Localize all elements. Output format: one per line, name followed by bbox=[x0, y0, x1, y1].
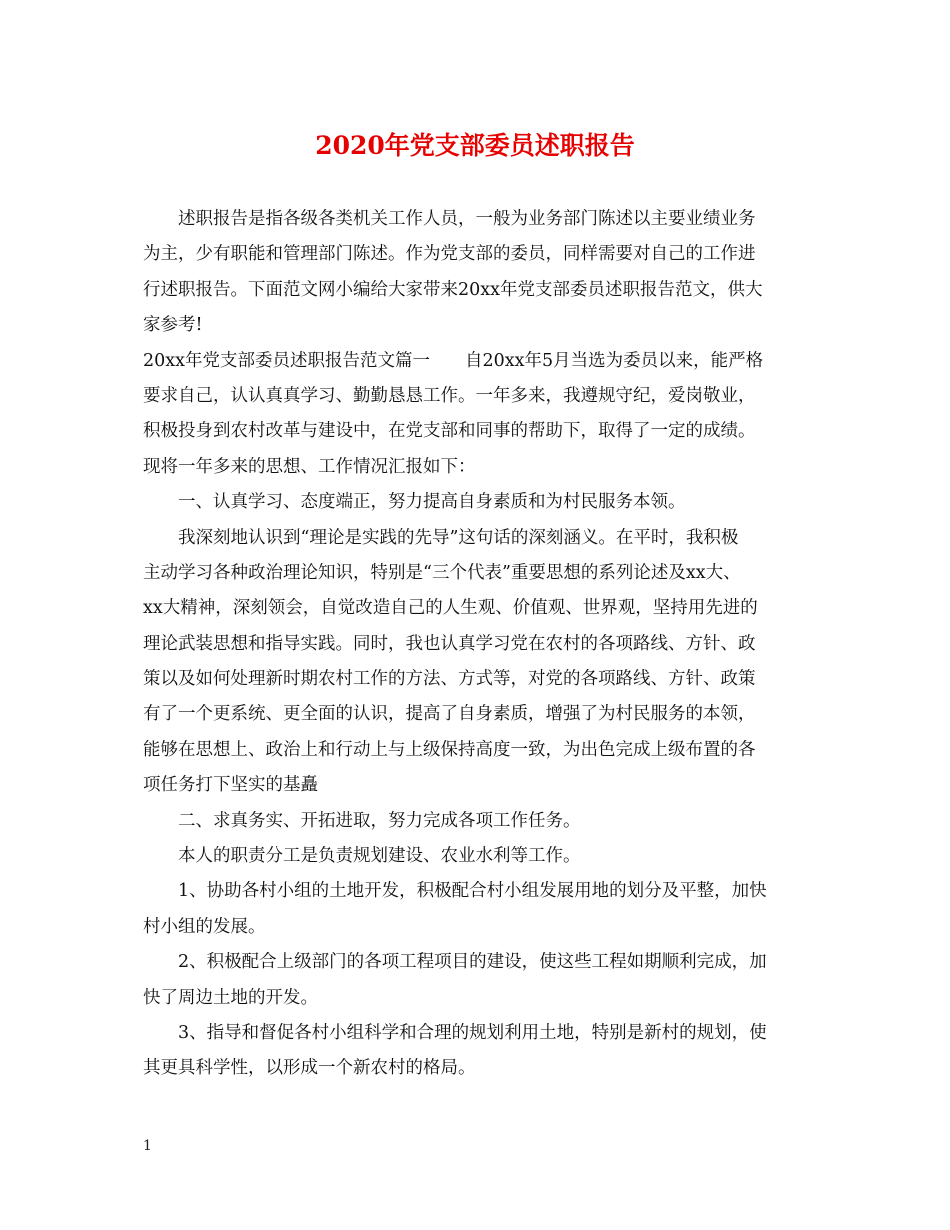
document-body bbox=[143, 202, 823, 1087]
text-line: 行述职报告。下面范文网小编给大家带来20xx年党支部委员述职报告范文，供大 bbox=[143, 279, 763, 300]
text-line: 理论武装思想和指导实践。同时，我也认真学习党在农村的各项路线、方针、政 bbox=[143, 633, 756, 654]
text-line: 积极投身到农村改革与建设中，在党支部和同事的帮助下，取得了一定的成绩。 bbox=[143, 421, 756, 442]
text-line: 我深刻地认识到“理论是实践的先导”这句话的深刻涵义。在平时，我积极 bbox=[178, 527, 739, 548]
section-heading: 二、求真务实、开拓进取，努力完成各项工作任务。 bbox=[178, 810, 581, 831]
text-line: 策以及如何处理新时期农村工作的方法、方式等，对党的各项路线、方针、政策 bbox=[143, 669, 756, 690]
text-line: 述职报告是指各级各类机关工作人员，一般为业务部门陈述以主要业绩业务 bbox=[178, 209, 756, 229]
text-line: 主动学习各种政治理论知识，特别是“三个代表”重要思想的系列论述及xx大、 bbox=[143, 562, 741, 583]
text-line: 有了一个更系统、更全面的认识，提高了自身素质，增强了为村民服务的本领， bbox=[143, 704, 756, 725]
list-item: 2、积极配合上级部门的各项工程项目的建设，使这些工程如期顺利完成，加 bbox=[178, 952, 767, 973]
text-line: 其更具科学性，以形成一个新农村的格局。 bbox=[143, 1058, 476, 1079]
text-line: 项任务打下坚实的基矗 bbox=[143, 775, 318, 796]
text-line: 要求自己，认认真真学习、勤勤恳恳工作。一年多来，我遵规守纪，爱岗敬业， bbox=[143, 385, 756, 406]
text-line: 本人的职责分工是负责规划建设、农业水利等工作。 bbox=[178, 846, 581, 867]
text-line: 村小组的发展。 bbox=[143, 916, 266, 937]
section-heading: 一、认真学习、态度端正，努力提高自身素质和为村民服务本领。 bbox=[178, 492, 686, 513]
document-title: 2020年党支部委员述职报告 bbox=[315, 131, 635, 160]
page-number: 1 bbox=[143, 1138, 152, 1154]
text-line: 20xx年党支部委员述职报告范文篇一 自20xx年5月当选为委员以来，能严格 bbox=[143, 350, 764, 371]
text-line: 能够在思想上、政治上和行动上与上级保持高度一致，为出色完成上级布置的各 bbox=[143, 739, 756, 760]
text-line: 现将一年多来的思想、工作情况汇报如下： bbox=[143, 456, 476, 477]
text-line: 为主，少有职能和管理部门陈述。作为党支部的委员，同样需要对自己的工作进 bbox=[143, 244, 756, 265]
text-line: xx大精神，深刻领会，自觉改造自己的人生观、价值观、世界观，坚持用先进的 bbox=[143, 598, 758, 619]
text-line: 快了周边土地的开发。 bbox=[143, 987, 318, 1008]
list-item: 3、指导和督促各村小组科学和合理的规划利用土地，特别是新村的规划，使 bbox=[178, 1022, 767, 1043]
list-item: 1、协助各村小组的土地开发，积极配合村小组发展用地的划分及平整，加快 bbox=[178, 881, 767, 902]
text-line: 家参考! bbox=[143, 315, 203, 336]
